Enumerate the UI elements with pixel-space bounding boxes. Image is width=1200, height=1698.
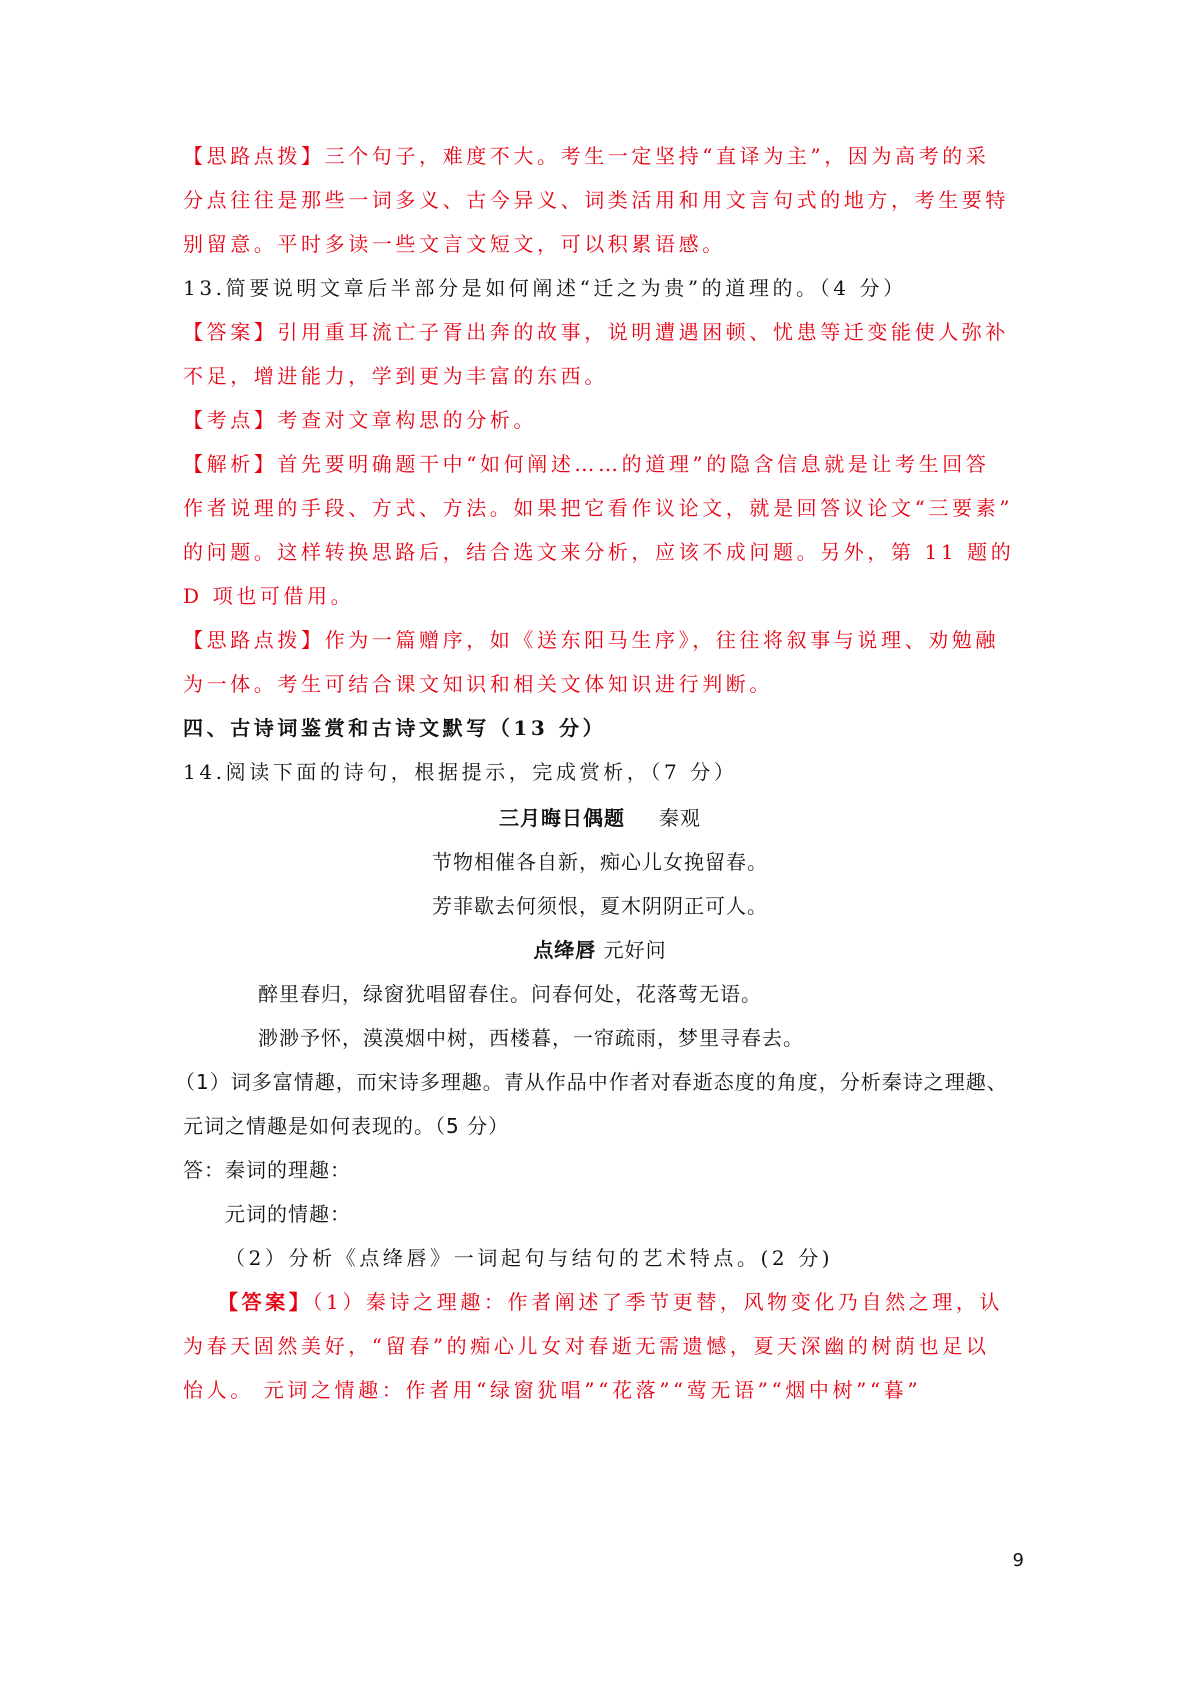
poem1-header bbox=[0, 803, 1200, 833]
poem1-line: 芳菲歇去何须恨，夏木阴阴正可人。 bbox=[432, 894, 768, 918]
answer-line: 为春天固然美好，“留春”的痴心儿女对春逝无需遗憾，夏天深幽的树荫也足以 bbox=[183, 1334, 990, 1358]
answer-line: 怡人。 元词之情趣：作者用“绿窗犹唱”“花落”“莺无语”“烟中树”“暮” bbox=[183, 1378, 922, 1402]
text-line: 【解析】首先要明确题干中“如何阐述……的道理”的隐含信息就是让考生回答 bbox=[183, 452, 990, 476]
poem1-author: 秦观 bbox=[659, 806, 701, 830]
answer-prompt-yuan: 元词的情趣： bbox=[225, 1202, 351, 1226]
text-line: 【答案】引用重耳流亡子胥出奔的故事，说明遭遇困顿、忧患等迁变能使人弥补 bbox=[183, 320, 1009, 344]
text-line: 【思路点拨】作为一篇赠序，如《送东阳马生序》，往往将叙事与说理、劝勉融 bbox=[183, 628, 999, 652]
text-line: 【思路点拨】三个句子，难度不大。考生一定坚持“直译为主”，因为高考的采 bbox=[183, 144, 990, 168]
text-line: 的问题。这样转换思路后，结合选文来分析，应该不成问题。另外，第 11 题的 bbox=[183, 540, 1015, 564]
subquestion-1: （1）词多富情趣，而宋诗多理趣。青从作品中作者对春逝态度的角度，分析秦诗之理趣、 bbox=[175, 1070, 1008, 1094]
text-line: 【考点】考查对文章构思的分析。 bbox=[183, 408, 537, 432]
subquestion-2: （2）分析《点绛唇》一词起句与结句的艺术特点。(2 分) bbox=[225, 1246, 834, 1270]
text-line: 别留意。平时多读一些文言文短文，可以积累语感。 bbox=[183, 232, 726, 256]
question-13: 13.简要说明文章后半部分是如何阐述“迁之为贵”的道理的。（4 分） bbox=[183, 276, 907, 300]
subquestion-1-cont: 元词之情趣是如何表现的。（5 分） bbox=[183, 1114, 510, 1138]
page-number: 9 bbox=[1012, 1550, 1024, 1571]
answer-label: 【答案】 bbox=[218, 1290, 313, 1314]
poem1-line: 节物相催各自新，痴心儿女挽留春。 bbox=[432, 850, 768, 874]
poem2-line: 渺渺予怀，漠漠烟中树，西楼暮，一帘疏雨，梦里寻春去。 bbox=[258, 1026, 804, 1050]
section-heading: 四、古诗词鉴赏和古诗文默写（13 分） bbox=[183, 716, 607, 740]
poem2-line: 醉里春归，绿窗犹唱留春住。问春何处，花落莺无语。 bbox=[258, 982, 762, 1006]
text-line: 作者说理的手段、方式、方法。如果把它看作议论文，就是回答议论文“三要素” bbox=[183, 496, 1014, 520]
answer-prompt-qin: 答：秦词的理趣： bbox=[183, 1158, 351, 1182]
poem2-header bbox=[0, 935, 1200, 965]
poem2-title: 点绛唇 bbox=[533, 938, 597, 962]
text-line: 不足，增进能力，学到更为丰富的东西。 bbox=[183, 364, 608, 388]
text-line: 分点往往是那些一词多义、古今异义、词类活用和用文言句式的地方，考生要特 bbox=[183, 188, 1009, 212]
question-14: 14.阅读下面的诗句，根据提示，完成赏析，（7 分） bbox=[183, 760, 738, 784]
poem1-title: 三月晦日偶题 bbox=[499, 806, 625, 830]
poem2-author: 元好问 bbox=[603, 938, 667, 962]
answer-line bbox=[218, 1287, 1058, 1317]
text-line: 为一体。考生可结合课文知识和相关文体知识进行判断。 bbox=[183, 672, 773, 696]
answer-text: （1）秦诗之理趣：作者阐述了季节更替，风物变化乃自然之理，认 bbox=[312, 1290, 1004, 1314]
text-line: D 项也可借用。 bbox=[183, 584, 355, 608]
